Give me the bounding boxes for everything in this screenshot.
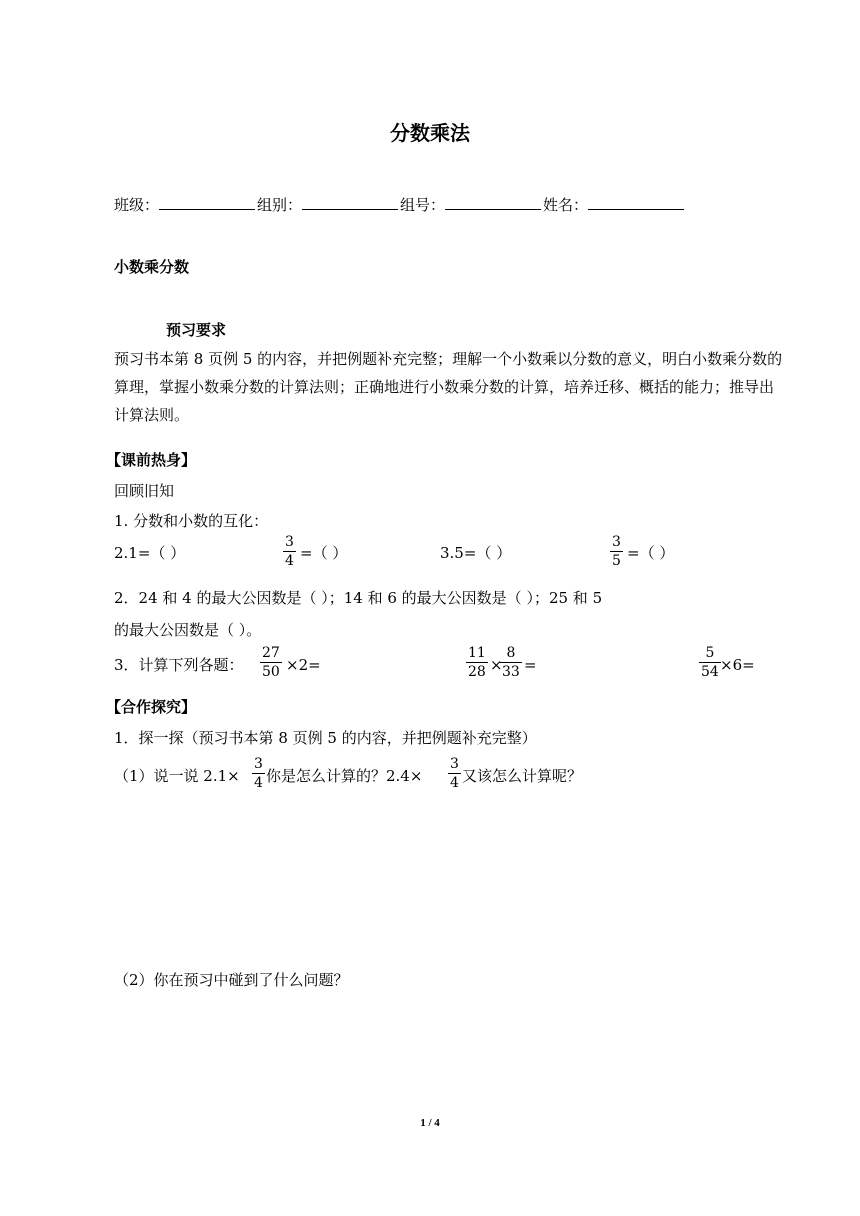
page-number: 1 / 4 [420, 1117, 440, 1129]
explore-heading: 【合作探究】 [106, 698, 197, 716]
q3-e2-tail: = [524, 656, 537, 674]
q3-e3-tail: ×6= [720, 656, 755, 674]
denominator: 54 [701, 664, 719, 680]
numerator: 8 [506, 645, 516, 661]
name-label: 姓名： [543, 196, 589, 214]
class-label: 班级： [114, 196, 160, 214]
preview-heading: 预习要求 [166, 321, 227, 339]
q2-line1: 2．24 和 4 的最大公因数是（ ）；14 和 6 的最大公因数是（ ）；25 和 5 [114, 589, 603, 607]
explore-sub2: （2）你在预习中碰到了什么问题？ [114, 971, 349, 989]
warmup-heading: 【课前热身】 [106, 451, 197, 469]
fraction-3-4-b [448, 756, 461, 791]
denominator: 50 [262, 664, 280, 680]
numerator: 5 [705, 645, 715, 661]
group-blank[interactable] [302, 194, 398, 210]
numerator: 3 [450, 756, 459, 772]
numerator: 27 [262, 645, 280, 661]
numerator: 11 [468, 645, 486, 661]
fraction-27-50 [260, 645, 282, 680]
class-blank[interactable] [159, 194, 255, 210]
fraction-3-4-a [252, 756, 265, 791]
numerator: 3 [612, 534, 621, 550]
student-info-line [114, 194, 686, 215]
q1-item-a: 2.1=（ ） [114, 544, 186, 562]
explore-sub1-c: 又该怎么计算呢？ [462, 767, 583, 785]
review-label: 回顾旧知 [114, 482, 175, 500]
group-no-label: 组号： [400, 196, 446, 214]
q2-line2: 的最大公因数是（ ）。 [114, 621, 262, 639]
q1-label: 1. 分数和小数的互化： [114, 512, 269, 530]
denominator: 5 [612, 553, 621, 569]
section-title: 小数乘分数 [114, 258, 190, 276]
name-blank[interactable] [588, 194, 684, 210]
fraction-3-4 [283, 534, 296, 569]
denominator: 33 [502, 664, 520, 680]
q3-label: 3．计算下列各题： [114, 656, 244, 674]
q3-e2-times: × [490, 656, 503, 674]
fraction-11-28 [466, 645, 488, 680]
fraction-5-54 [699, 645, 721, 680]
group-label: 组别： [257, 196, 303, 214]
q1-item-b-tail: =（ ） [300, 544, 348, 562]
page-title: 分数乘法 [390, 121, 470, 145]
answer-area-1[interactable] [114, 800, 784, 960]
denominator: 28 [468, 664, 486, 680]
denominator: 4 [450, 775, 459, 791]
preview-text [114, 345, 784, 429]
denominator: 4 [254, 775, 263, 791]
explore-sub1-a: （1）说一说 2.1× [114, 767, 240, 785]
group-no-blank[interactable] [445, 194, 541, 210]
answer-area-2[interactable] [114, 1000, 784, 1100]
fraction-3-5 [610, 534, 623, 569]
q3-e1-tail: ×2= [286, 656, 321, 674]
denominator: 4 [285, 553, 294, 569]
explore-item1: 1．探一探（预习书本第 8 页例 5 的内容，并把例题补充完整） [114, 729, 537, 747]
numerator: 3 [254, 756, 263, 772]
explore-sub1-b: 你是怎么计算的？2.4× [266, 767, 423, 785]
numerator: 3 [285, 534, 294, 550]
q1-item-d-tail: =（ ） [627, 544, 675, 562]
q1-item-c: 3.5=（ ） [440, 544, 512, 562]
fraction-8-33 [500, 645, 522, 680]
preview-text-content: 预习书本第 8 页例 5 的内容，并把例题补充完整；理解一个小数乘以分数的意义，明白小数乘分数的算理，掌握小数乘分数的计算法则；正确地进行小数乘分数的计算，培养迁移、概括的能力；推导出计算法则。 [114, 350, 783, 424]
